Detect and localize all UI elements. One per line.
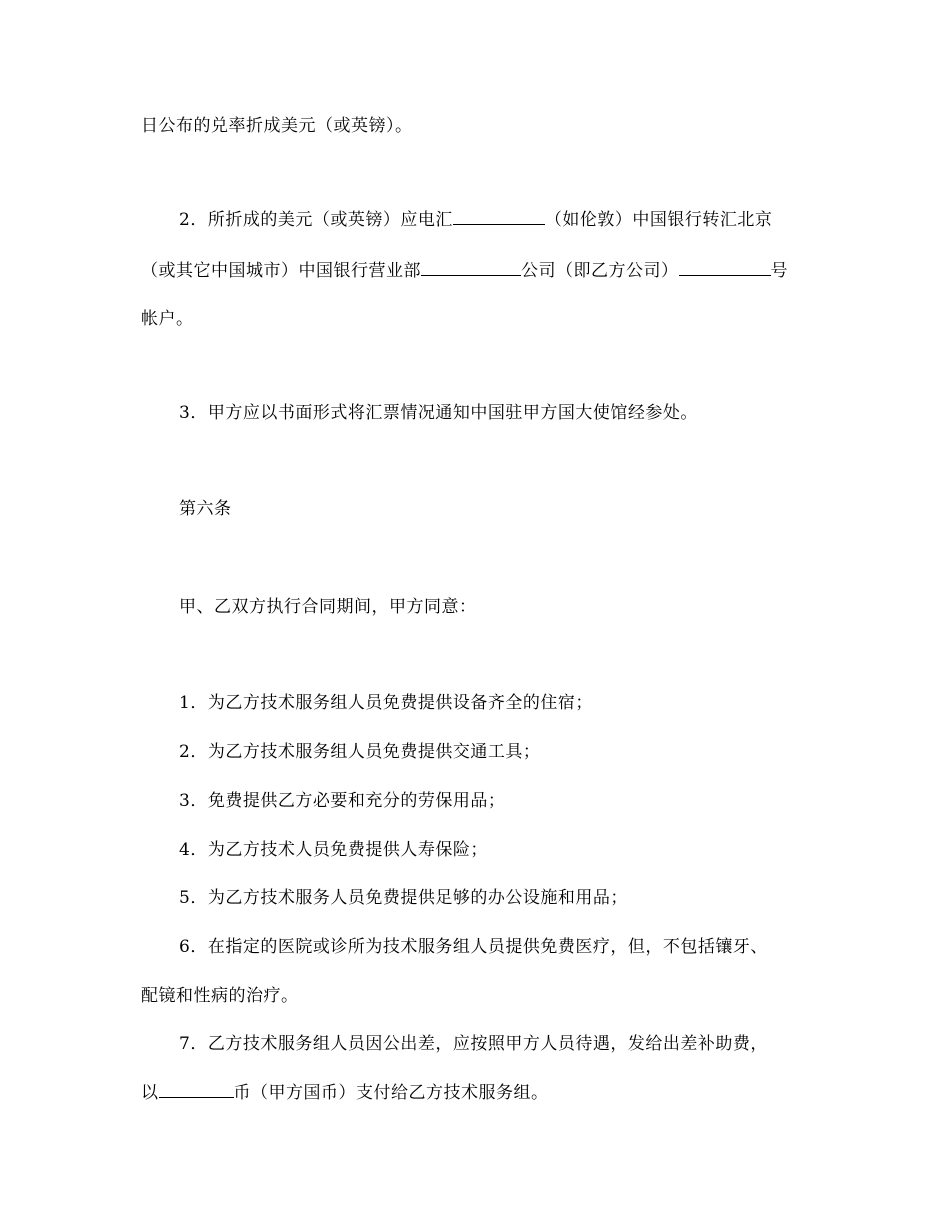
list-item: 6．在指定的医院或诊所为技术服务组人员提供免费医疗，但，不包括镶牙、: [179, 937, 768, 957]
text-line: 3．甲方应以书面形式将汇票情况通知中国驻甲方国大使馆经参处。: [179, 403, 698, 423]
list-item: 7．乙方技术服务组人员因公出差，应按照甲方人员待遇，发给出差补助费，: [179, 1034, 768, 1054]
text-segment: （或其它中国城市）中国银行营业部: [141, 261, 421, 281]
paragraph-2-line-2: [141, 259, 788, 282]
text-segment: 以: [141, 1083, 159, 1103]
list-item: 5．为乙方技术服务人员免费提供足够的办公设施和用品；: [179, 888, 628, 908]
text-segment: 号: [770, 261, 788, 281]
text-segment: （如伦敦）中国银行转汇北京: [544, 210, 773, 230]
text-line: 帐户。: [141, 309, 194, 329]
text-segment: 币（甲方国币）支付给乙方技术服务组。: [233, 1083, 549, 1103]
paragraph-2-line-1: [179, 208, 772, 231]
fill-blank: [421, 259, 521, 276]
fill-blank: [159, 1081, 234, 1098]
fill-blank: [453, 208, 545, 225]
list-item-continuation: 配镜和性病的治疗。: [141, 986, 299, 1006]
list-item: 1．为乙方技术服务组人员免费提供设备齐全的住宿；: [179, 693, 593, 713]
fill-blank: [679, 259, 771, 276]
list-item: 2．为乙方技术服务组人员免费提供交通工具；: [179, 742, 541, 762]
text-segment: 公司（即乙方公司）: [521, 261, 679, 281]
text-line: 甲、乙双方执行合同期间，甲方同意：: [179, 597, 477, 617]
article-heading: 第六条: [179, 499, 232, 519]
text-line: 日公布的兑率折成美元（或英镑）。: [141, 116, 413, 136]
text-segment: 2．所折成的美元（或英镑）应电汇: [179, 210, 453, 230]
list-item-continuation: [141, 1081, 549, 1104]
list-item: 4．为乙方技术人员免费提供人寿保险；: [179, 840, 488, 860]
list-item: 3．免费提供乙方必要和充分的劳保用品；: [179, 791, 506, 811]
